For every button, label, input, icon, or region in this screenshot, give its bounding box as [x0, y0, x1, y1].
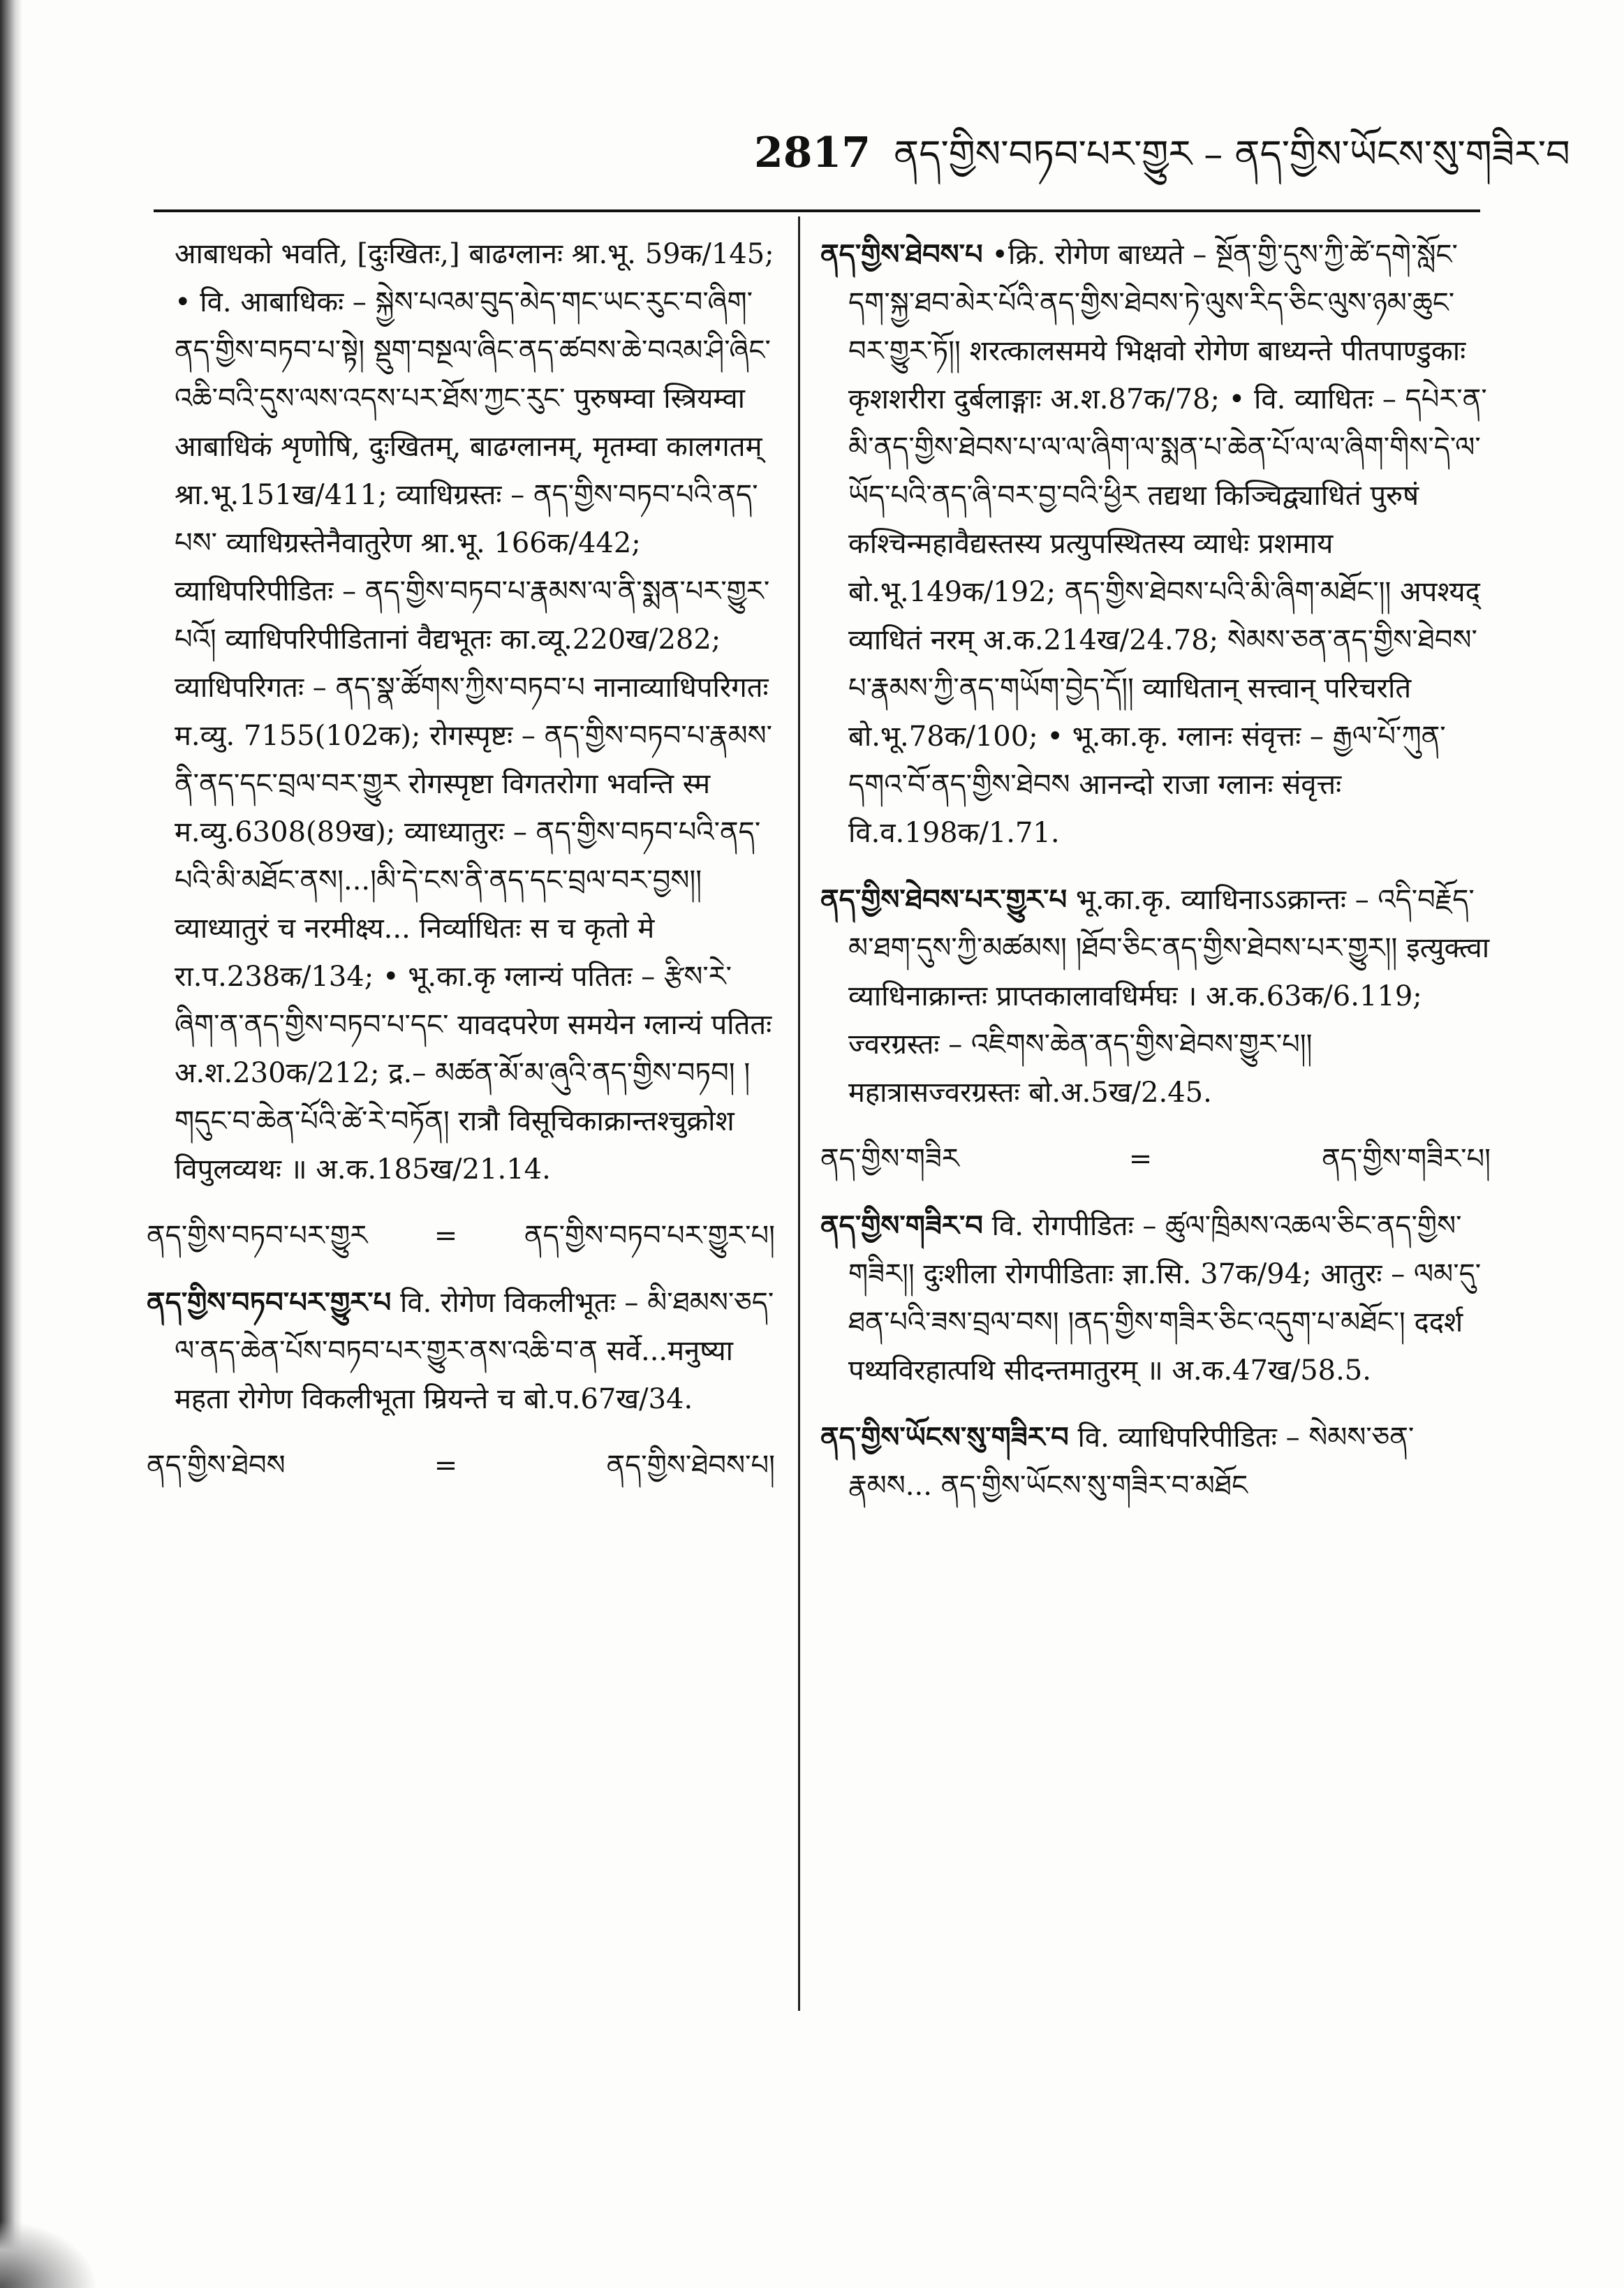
- dictionary-entry: [820, 876, 1491, 1117]
- scan-corner-shadow: [0, 2220, 98, 2288]
- entry-headword: ནད་གྱིས་ཐེབས་པ: [820, 238, 983, 271]
- cross-reference: [147, 1212, 775, 1260]
- xref-target: ནད་གྱིས་བཏབ་པར་གྱུར་པ།: [524, 1220, 775, 1252]
- entry-headword: ནད་གྱིས་བཏབ་པར་གྱུར་པ: [147, 1286, 392, 1319]
- xref-target: ནད་གྱིས་གཟིར་པ།: [1322, 1143, 1491, 1175]
- entry-text: •क्रि. रोगेण बाध्यते – སྔོན་གྱི་དུས་ཀྱི་ཚེ་དགེ་སློང་དག་སྐྱ་ཐབ་མེར་པོའི་ནད་གྱིས་ཐེབས་ཏེ་ལུས་རིད་ཅིང་ལུས་ཉམ་ཆུང་བར་གྱུར་ཏོ།། शरत्कालसमये भिक्षवो रोगेण बाध्यन्ते पीतपाण्डुकाः कृशशरीरा दुर्बलाङ्गाः अ.श.87क/78; • वि. व्याधितः – དཔེར་ན་མི་ནད་གྱིས་ཐེབས་པ་ལ་ལ་ཞིག་ལ་སྨན་པ་ཆེན་པོ་ལ་ལ་ཞིག་གིས་དེ་ལ་ཡོད་པའི་ནད་ཞི་བར་བྱ་བའི་ཕྱིར तद्यथा किञ्चिद्व्याधितं पुरुषं कश्चिन्महावैद्यस्तस्य प्रत्युपस्थितस्य व्याधेः प्रशमाय बो.भू.149क/192; ནད་གྱིས་ཐེབས་པའི་མི་ཞིག་མཐོང་།། अपश्यद् व्याधितं नरम् अ.क.214ख/24.78; སེམས་ཅན་ནད་གྱིས་ཐེབས་པ་རྣམས་ཀྱི་ནད་གཡོག་བྱེད་དོ།། व्याधितान् सत्त्वान् परिचरति बो.भू.78क/100; • भू.का.कृ. ग्लानः संवृत्तः – རྒྱལ་པོ་ཀུན་དགའ་བོ་ནད་གྱིས་ཐེབས आनन्दो राजा ग्लानः संवृत्तः वि.व.198क/1.71.: [848, 239, 1487, 849]
- left-column: [147, 230, 775, 1508]
- xref-equals: =: [434, 1449, 458, 1482]
- cross-reference: [147, 1442, 775, 1490]
- entry-headword: ནད་གྱིས་གཟིར་བ: [820, 1209, 983, 1242]
- xref-headword: ནད་གྱིས་ཐེབས: [147, 1449, 286, 1482]
- page-header: [754, 112, 1570, 177]
- entry-text: वि. व्याधिपरिपीडितः – སེམས་ཅན་རྣམས... ནད་གྱིས་ཡོངས་སུ་གཟིར་བ་མཐོང: [848, 1422, 1415, 1502]
- xref-headword: ནད་གྱིས་གཟིར: [820, 1143, 959, 1175]
- entry-headword: ནད་གྱིས་ཡོངས་སུ་གཟིར་བ: [820, 1421, 1069, 1454]
- dictionary-entry: [820, 1413, 1491, 1510]
- entry-text: भू.का.कृ. व्याधिनाऽऽक्रान्तः – འདི་བརྗོད་མ་ཐག་དུས་ཀྱི་མཚམས། །ཐོབ་ཅིང་ནད་གྱིས་ཐེབས་པར་གྱུར།། इत्युक्त्वा व्याधिनाक्रान्तः प्राप्तकालावधिर्मघः । अ.क.63क/6.119; ज्वरग्रस्तः – འཇིགས་ཆེན་ནད་གྱིས་ཐེབས་གྱུར་པ།། महात्रासज्वरग्रस्तः बो.अ.5ख/2.45.: [848, 884, 1490, 1109]
- xref-equals: =: [1128, 1143, 1153, 1175]
- dictionary-entry: [147, 1278, 775, 1424]
- book-spine-shadow: [0, 0, 22, 2288]
- xref-equals: =: [434, 1220, 458, 1252]
- entry-headword: ནད་གྱིས་ཐེབས་པར་གྱུར་པ: [820, 883, 1068, 916]
- header-rule: [154, 209, 1480, 212]
- dictionary-entry: [820, 230, 1491, 857]
- dictionary-entry: [820, 1202, 1491, 1395]
- dictionary-entry: [147, 230, 775, 1194]
- entry-text: वि. रोगेण विकलीभूतः – མི་ཐམས་ཅད་ལ་ནད་ཆེན་པོས་བཏབ་པར་གྱུར་ནས་འཆི་བ་ན सर्वे...मनुष्या महता रोगेण विकलीभूता म्रियन्ते च बो.प.67ख/34.: [175, 1287, 774, 1415]
- right-column: [820, 230, 1491, 1528]
- page-number: 2817: [754, 128, 871, 177]
- xref-target: ནད་གྱིས་ཐེབས་པ།: [606, 1449, 775, 1482]
- xref-headword: ནད་གྱིས་བཏབ་པར་གྱུར: [147, 1220, 368, 1252]
- column-divider: [798, 216, 800, 2011]
- cross-reference: [820, 1135, 1491, 1183]
- entry-text: वि. रोगपीडितः – ཚུལ་ཁྲིམས་འཆལ་ཅིང་ནད་གྱིས་གཟིར།། दुःशीला रोगपीडिताः ज्ञा.सि. 37क/94; आतुरः – ལམ་དུ་ཐན་པའི་ཟས་བྲལ་བས། །ནད་གྱིས་གཟིར་ཅིང་འདུག་པ་མཐོང་། ददर्श पथ्यविरहात्पथि सीदन्तमातुरम् ॥ अ.क.47ख/58.5.: [848, 1210, 1482, 1387]
- entry-text: आबाधको भवति, [दुःखितः,] बाढग्लानः श्रा.भू. 59क/145; • वि. आबाधिकः – སྐྱེས་པའམ་བུད་མེད་གང་ཡང་རུང་བ་ཞིག་ནད་གྱིས་བཏབ་པ་སྟེ། སྡུག་བསྔལ་ཞིང་ནད་ཚབས་ཆེ་བའམ་ཤི་ཞིང་འཆི་བའི་དུས་ལས་འདས་པར་ཐོས་ཀྱང་རུང་ पुरुषम्वा स्त्रियम्वा आबाधिकं शृणोषि, दुःखितम्, बाढग्लानम्, मृतम्वा कालगतम् श्रा.भू.151ख/411; व्याधिग्रस्तः – ནད་གྱིས་བཏབ་པའི་ནད་པས་ व्याधिग्रस्तेनैवातुरेण श्रा.भू. 166क/442; व्याधिपरिपीडितः – ནད་གྱིས་བཏབ་པ་རྣམས་ལ་ནི་སྨན་པར་གྱུར་པའོ། व्याधिपरिपीडितानां वैद्यभूतः का.व्यू.220ख/282; व्याधिपरिगतः – ནད་སྣ་ཚོགས་ཀྱིས་བཏབ་པ नानाव्याधिपरिगतः म.व्यु. 7155(102क); रोगस्पृष्टः – ནད་གྱིས་བཏབ་པ་རྣམས་ནི་ནད་དང་བྲལ་བར་གྱུར रोगस्पृष्टा विगतरोगा भवन्ति स्म म.व्यु.6308(89ख); व्याध्यातुरः – ནད་གྱིས་བཏབ་པའི་ནད་པའི་མི་མཐོང་ནས།...།མི་དེ་ངས་ནི་ནད་དང་བྲལ་བར་བྱས།། व्याध्यातुरं च नरमीक्ष्य... निर्व्याधितः स च कृतो मे रा.प.238क/134; • भू.का.कृ ग्लान्यं पतितः – རྩིས་རེ་ཞིག་ན་ནད་གྱིས་བཏབ་པ་དང་ यावदपरेण समयेन ग्लान्यं पतितः अ.श.230क/212; द्र.– མཚན་མོ་མ་ཞུའི་ནད་གྱིས་བཏབ། །གདུང་བ་ཆེན་པོའི་ཚེ་རེ་བཏོན། रात्रौ विसूचिकाक्रान्तश्चुक्रोश विपुलव्यथः ॥ अ.क.185ख/21.14.: [175, 238, 774, 1186]
- header-range: ནད་གྱིས་བཏབ་པར་གྱུར – ནད་གྱིས་ཡོངས་སུ་གཟིར་བ: [894, 132, 1570, 176]
